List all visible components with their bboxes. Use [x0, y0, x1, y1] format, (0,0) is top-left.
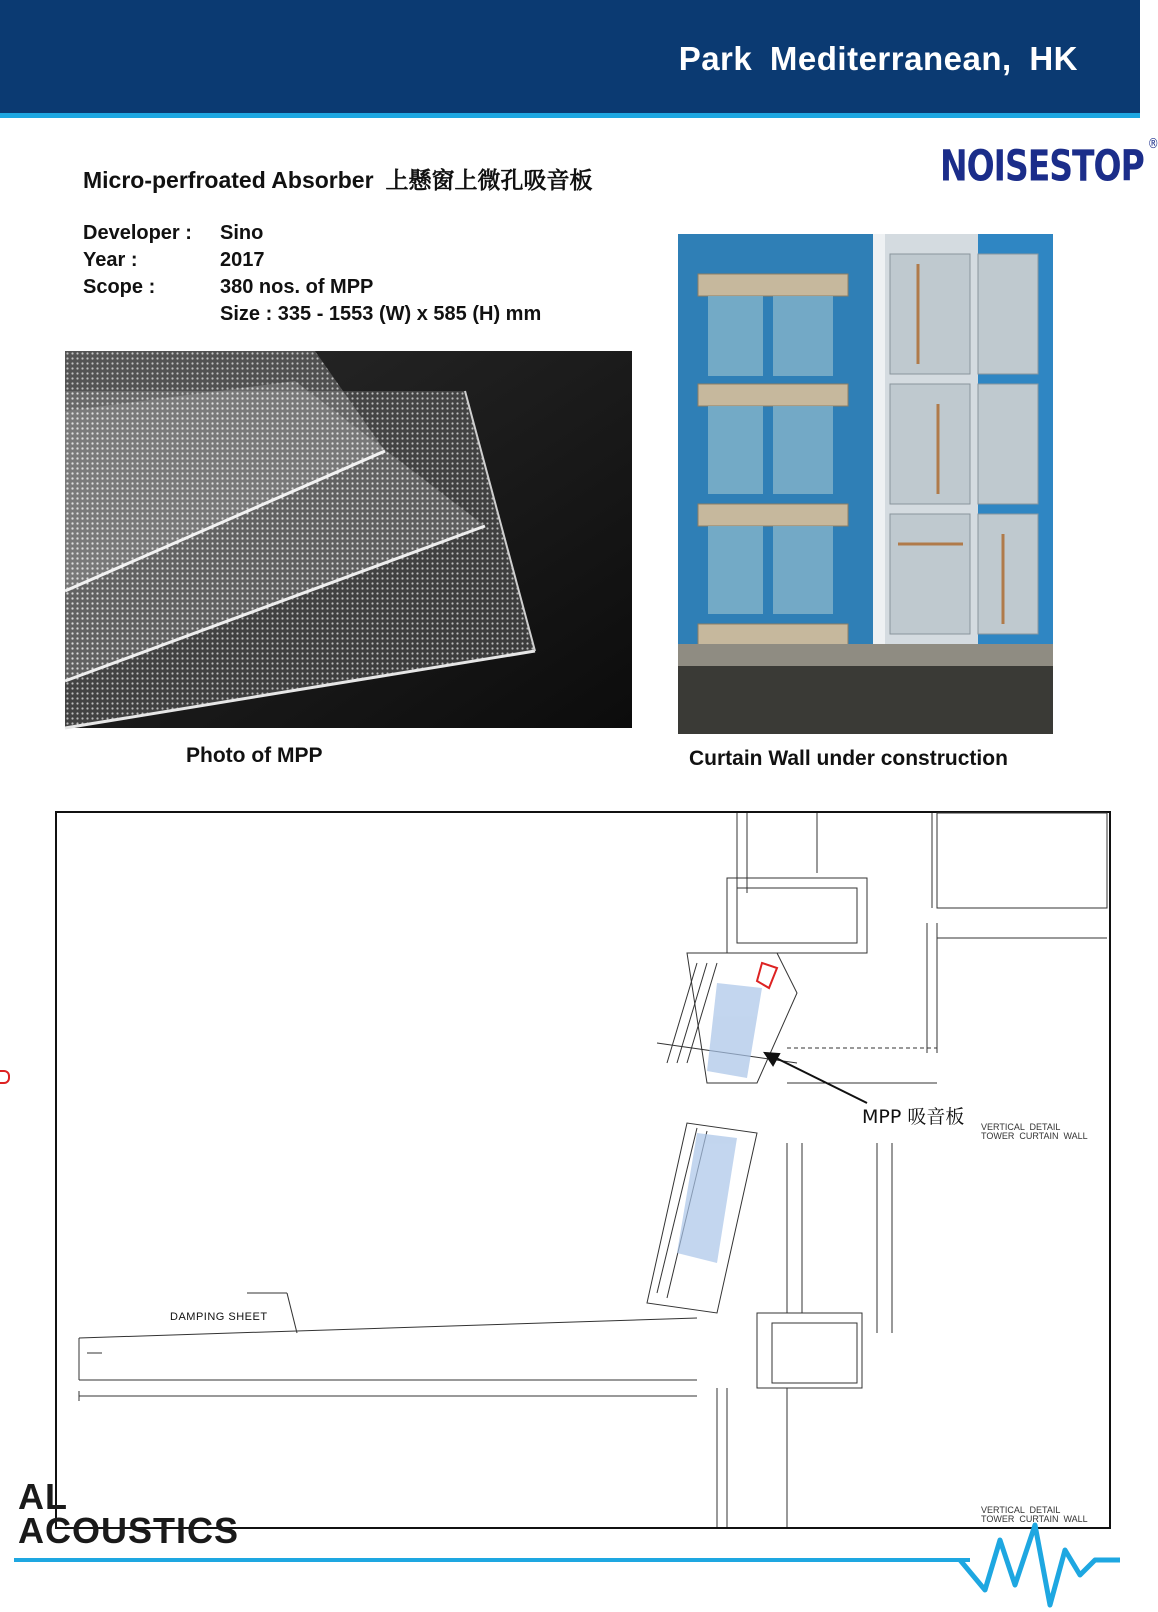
meta-row-scope — [83, 274, 541, 301]
curtain-wall-section-drawing — [57, 813, 1109, 1527]
title-cn: 上懸窗上微孔吸音板 — [385, 168, 593, 194]
footer-waveform — [0, 1520, 1140, 1612]
noisestop-logo — [940, 134, 1158, 191]
technical-drawing — [55, 811, 1111, 1529]
header-stripe — [0, 113, 1140, 118]
mpp-photo-caption: Photo of MPP — [186, 744, 323, 767]
title-en: Micro-perfroated Absorber — [83, 167, 374, 193]
meta-row-developer — [83, 220, 541, 247]
meta-label: Scope : — [83, 276, 156, 298]
red-edge-mark — [0, 1070, 10, 1084]
header-bar — [0, 0, 1140, 113]
project-title: Park Mediterranean, HK — [678, 40, 1078, 77]
meta-label: Year : — [83, 249, 138, 271]
meta-label — [83, 301, 220, 328]
building-illustration — [678, 234, 1053, 734]
meta-value: 380 nos. of MPP — [220, 276, 374, 298]
vertical-detail-label-1: VERTICAL DETAIL TOWER CURTAIN WALL — [981, 1122, 1088, 1141]
logo-text: NOISESTOP — [940, 140, 1144, 191]
meta-row-year — [83, 247, 541, 274]
meta-value: 2017 — [220, 249, 265, 271]
brand-line-2: ACOUSTICS — [18, 1510, 240, 1551]
curtain-wall-photo — [678, 234, 1053, 734]
meta-value: Sino — [220, 222, 264, 244]
mpp-panels-illustration — [65, 351, 632, 728]
vertical-detail-label-2: VERTICAL DETAIL TOWER CURTAIN WALL — [981, 1505, 1088, 1524]
meta-label: Developer : — [83, 222, 192, 244]
meta-value: Size : 335 - 1553 (W) x 585 (H) mm — [220, 303, 542, 325]
brand-line-1: AL — [18, 1476, 68, 1517]
registered-mark: ® — [1147, 134, 1158, 152]
project-meta — [83, 220, 541, 328]
document-title — [83, 162, 593, 195]
mpp-photo — [65, 351, 632, 728]
curtain-wall-caption: Curtain Wall under construction — [689, 747, 1008, 770]
mpp-callout-label: MPP 吸音板 — [862, 1106, 965, 1128]
meta-row-size — [83, 301, 541, 328]
damping-sheet-label: DAMPING SHEET — [170, 1311, 268, 1323]
